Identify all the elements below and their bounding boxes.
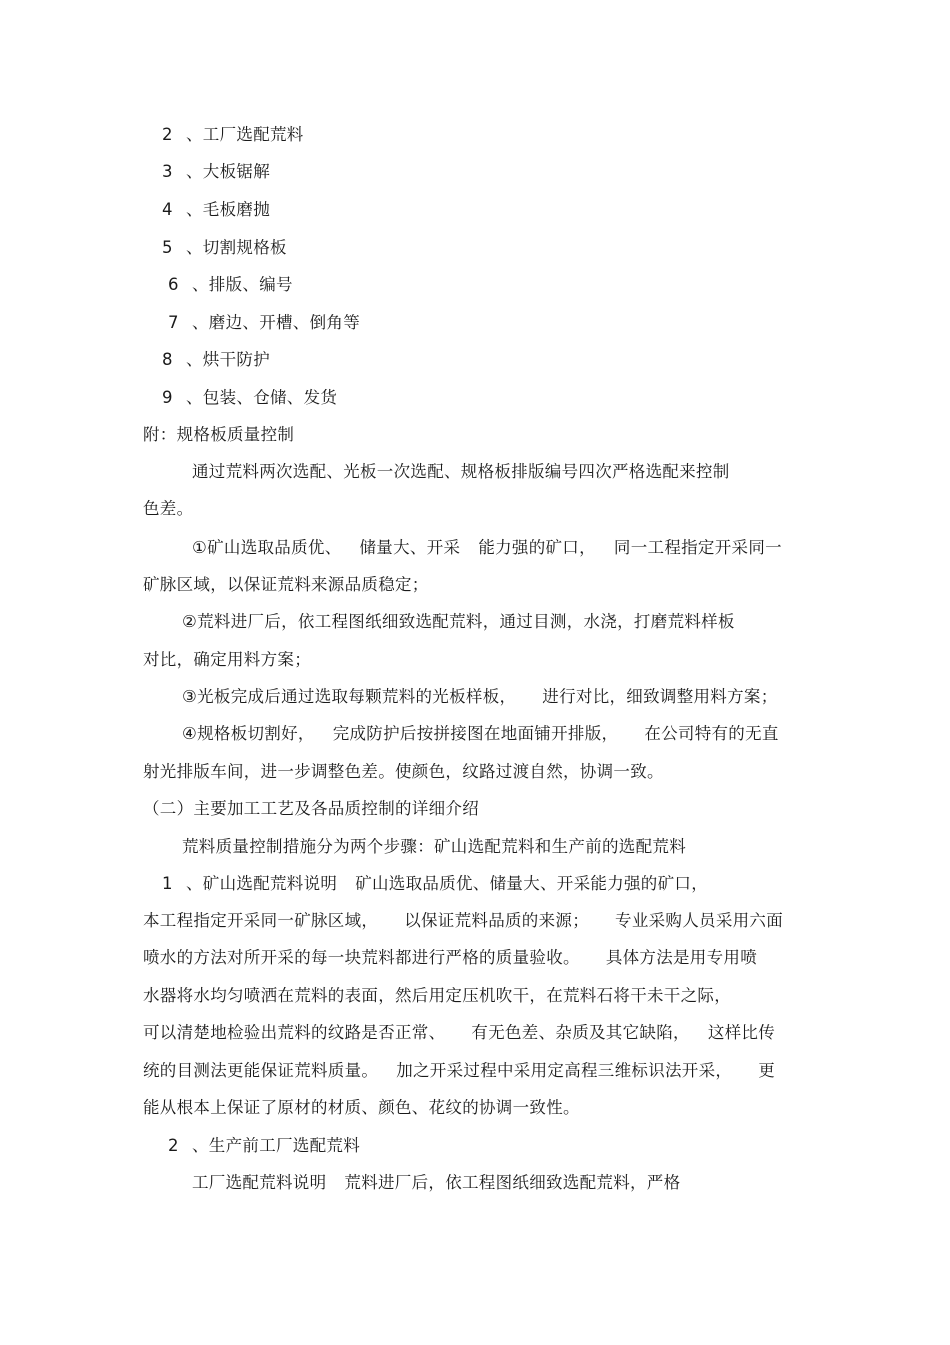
section2-p1-line1: 本工程指定开采同一矿脉区域， 以保证荒料品质的来源； 专业采购人员采用六面: [143, 911, 784, 930]
appendix-item3: ③光板完成后通过选取每颗荒料的光板样板， 进行对比，细致调整用料方案；: [182, 687, 778, 706]
section2-step2-desc: 工厂选配荒料说明 荒料进厂后，依工程图纸细致选配荒料，严格: [192, 1173, 681, 1192]
process-step-4: 4 、毛板磨抛: [162, 200, 270, 219]
appendix-item1-line1: ①矿山选取品质优、 储量大、开采 能力强的矿口， 同一工程指定开采同一: [192, 538, 782, 557]
appendix-item4-line1: ④规格板切割好， 完成防护后按拼接图在地面铺开排版， 在公司特有的无直: [182, 724, 779, 743]
process-step-5: 5 、切割规格板: [162, 238, 287, 257]
process-step-2: 2 、工厂选配荒料: [162, 125, 304, 144]
appendix-item2-line1: ②荒料进厂后，依工程图纸细致选配荒料，通过目测，水浇，打磨荒料样板: [182, 612, 735, 631]
section2-p1-line5: 统的目测法更能保证荒料质量。 加之开采过程中采用定高程三维标识法开采， 更: [143, 1061, 776, 1080]
appendix-item4-line2: 射光排版车间，进一步调整色差。使颜色，纹路过渡自然，协调一致。: [143, 762, 664, 781]
section2-title: （二）主要加工工艺及各品质控制的详细介绍: [143, 799, 479, 818]
section2-step2-heading: 2 、生产前工厂选配荒料: [168, 1136, 360, 1155]
section2-step1-heading: 1 、矿山选配荒料说明 矿山选取品质优、储量大、开采能力强的矿口，: [162, 874, 709, 893]
appendix-item2-line2: 对比，确定用料方案；: [143, 650, 311, 669]
section2-p1-line6: 能从根本上保证了原材的材质、颜色、花纹的协调一致性。: [143, 1098, 580, 1117]
process-step-9: 9 、包装、仓储、发货: [162, 388, 338, 407]
section2-p1-line2: 喷水的方法对所开采的每一块荒料都进行严格的质量验收。 具体方法是用专用喷: [143, 948, 758, 967]
process-step-7: 7 、磨边、开槽、倒角等: [168, 313, 360, 332]
process-step-6: 6 、排版、编号: [168, 275, 293, 294]
appendix-intro-line1: 通过荒料两次选配、光板一次选配、规格板排版编号四次严格选配来控制: [192, 462, 730, 481]
section2-intro: 荒料质量控制措施分为两个步骤：矿山选配荒料和生产前的选配荒料: [182, 837, 686, 856]
process-step-8: 8 、烘干防护: [162, 350, 270, 369]
appendix-item1-line2: 矿脉区域，以保证荒料来源品质稳定；: [143, 575, 429, 594]
section2-p1-line3: 水器将水均匀喷洒在荒料的表面，然后用定压机吹干，在荒料石将干未干之际，: [143, 986, 731, 1005]
appendix-title: 附：规格板质量控制: [143, 425, 295, 444]
appendix-intro-line2: 色差。: [143, 499, 194, 518]
section2-p1-line4: 可以清楚地检验出荒料的纹路是否正常、 有无色差、杂质及其它缺陷， 这样比传: [143, 1023, 776, 1042]
process-step-3: 3 、大板锯解: [162, 162, 270, 181]
